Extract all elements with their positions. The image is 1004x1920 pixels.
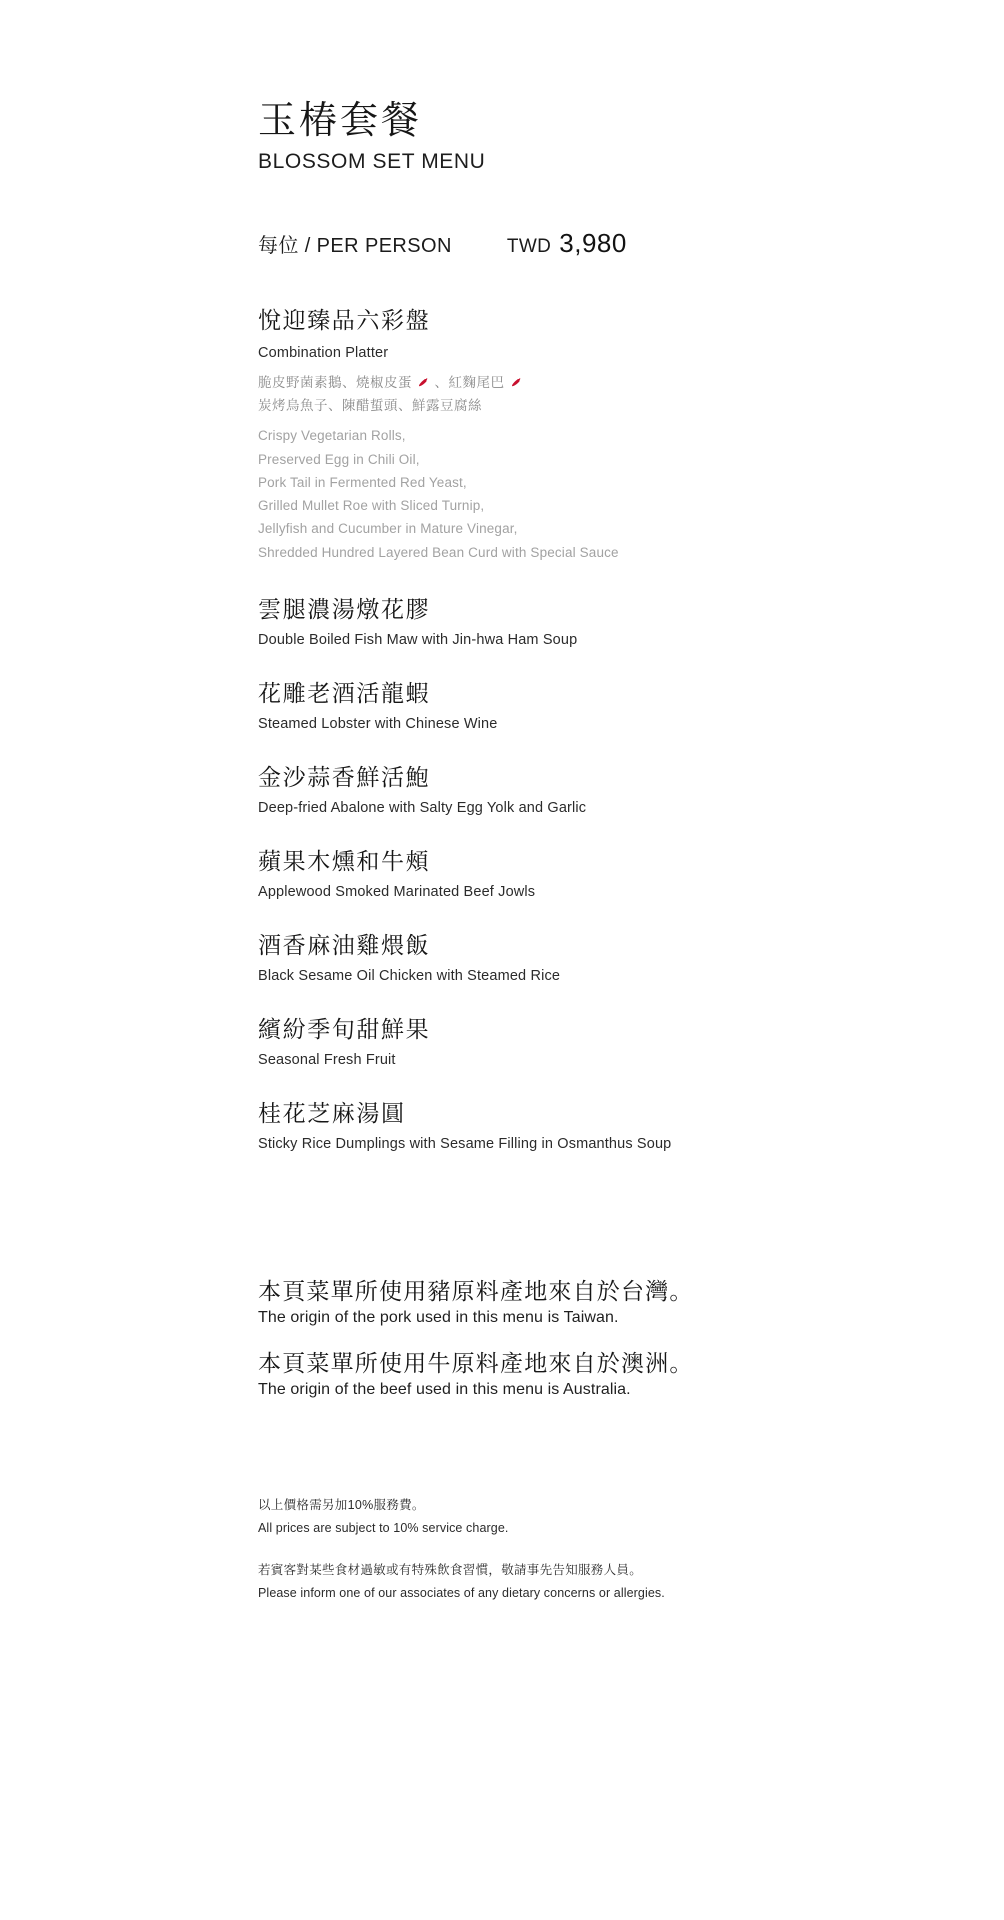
course-name-en: Black Sesame Oil Chicken with Steamed Rice bbox=[258, 968, 561, 985]
course-sub-en-line: Pork Tail in Fermented Red Yeast, bbox=[258, 474, 467, 490]
price-row bbox=[258, 228, 746, 259]
footnote bbox=[258, 1495, 746, 1538]
price-label: 每位 / PER PERSON bbox=[258, 234, 452, 257]
price-amount: 3,980 bbox=[559, 227, 627, 258]
footnote-cn: 以上價格需另加10%服務費。 bbox=[258, 1497, 425, 1512]
page-title-en: BLOSSOM SET MENU bbox=[258, 149, 486, 173]
course-item bbox=[258, 846, 746, 903]
course-sub-en-line: Crispy Vegetarian Rolls, bbox=[258, 428, 406, 444]
page-title-cn: 玉椿套餐 bbox=[258, 100, 423, 142]
course-name-en: Combination Platter bbox=[258, 344, 389, 361]
course-name-en: Steamed Lobster with Chinese Wine bbox=[258, 715, 498, 732]
footnote bbox=[258, 1560, 746, 1603]
course-item bbox=[258, 305, 746, 564]
footnote-en: All prices are subject to 10% service charge. bbox=[258, 1520, 509, 1535]
footnote-cn: 若賓客對某些食材過敏或有特殊飲食習慣，敬請事先告知服務人員。 bbox=[258, 1562, 643, 1577]
origin-note-en: The origin of the pork used in this menu is Taiwan. bbox=[258, 1309, 619, 1327]
course-sub-cn-line: 炭烤烏魚子、陳醋蜇頭、鮮露豆腐絲 bbox=[258, 397, 482, 413]
chili-pepper-icon bbox=[418, 373, 429, 384]
course-sub-en-line: Shredded Hundred Layered Bean Curd with Special Sauce bbox=[258, 544, 619, 560]
course-sub-en-line: Grilled Mullet Roe with Sliced Turnip, bbox=[258, 498, 485, 514]
course-name-en: Deep-fried Abalone with Salty Egg Yolk and Garlic bbox=[258, 799, 587, 816]
origin-note bbox=[258, 1277, 746, 1327]
course-item bbox=[258, 930, 746, 987]
origin-note-cn: 本頁菜單所使用牛原料產地來自於澳洲。 bbox=[258, 1350, 694, 1377]
course-name-cn: 花雕老酒活龍蝦 bbox=[258, 679, 431, 706]
course-name-cn: 繽紛季旬甜鮮果 bbox=[258, 1016, 431, 1043]
footnote-en: Please inform one of our associates of any dietary concerns or allergies. bbox=[258, 1585, 665, 1600]
origin-note-cn: 本頁菜單所使用豬原料產地來自於台灣。 bbox=[258, 1278, 694, 1305]
course-sub-en-line: Jellyfish and Cucumber in Mature Vinegar, bbox=[258, 521, 518, 537]
course-name-cn: 酒香麻油雞煨飯 bbox=[258, 932, 431, 958]
origin-note bbox=[258, 1349, 746, 1399]
menu-header bbox=[258, 0, 746, 174]
course-name-cn: 悅迎臻品六彩盤 bbox=[258, 306, 431, 333]
chili-pepper-icon bbox=[511, 373, 522, 384]
course-name-cn: 蘋果木燻和牛頰 bbox=[258, 847, 431, 874]
course-item bbox=[258, 762, 746, 819]
course-sub-cn-line: 脆皮野菌素鵝、燒椒皮蛋 、紅麴尾巴 bbox=[258, 372, 746, 395]
course-name-en: Applewood Smoked Marinated Beef Jowls bbox=[258, 883, 536, 900]
origin-notes bbox=[258, 1277, 746, 1399]
course-name-cn: 金沙蒜香鮮活鮑 bbox=[258, 763, 431, 790]
course-name-en: Sticky Rice Dumplings with Sesame Filling in Osmanthus Soup bbox=[258, 1136, 672, 1153]
course-name-en: Seasonal Fresh Fruit bbox=[258, 1052, 396, 1069]
price-currency: TWD bbox=[506, 235, 552, 257]
course-sub-en-line: Preserved Egg in Chili Oil, bbox=[258, 451, 420, 467]
course-item bbox=[258, 1014, 746, 1071]
course-item bbox=[258, 1098, 746, 1155]
course-item bbox=[258, 678, 746, 735]
origin-note-en: The origin of the beef used in this menu is Australia. bbox=[258, 1380, 631, 1398]
footnotes bbox=[258, 1495, 746, 1603]
course-name-cn: 雲腿濃湯燉花膠 bbox=[258, 595, 431, 622]
course-item bbox=[258, 594, 746, 651]
course-name-cn: 桂花芝麻湯圓 bbox=[258, 1100, 406, 1127]
course-name-en: Double Boiled Fish Maw with Jin-hwa Ham Soup bbox=[258, 631, 578, 648]
course-list bbox=[258, 305, 746, 1156]
